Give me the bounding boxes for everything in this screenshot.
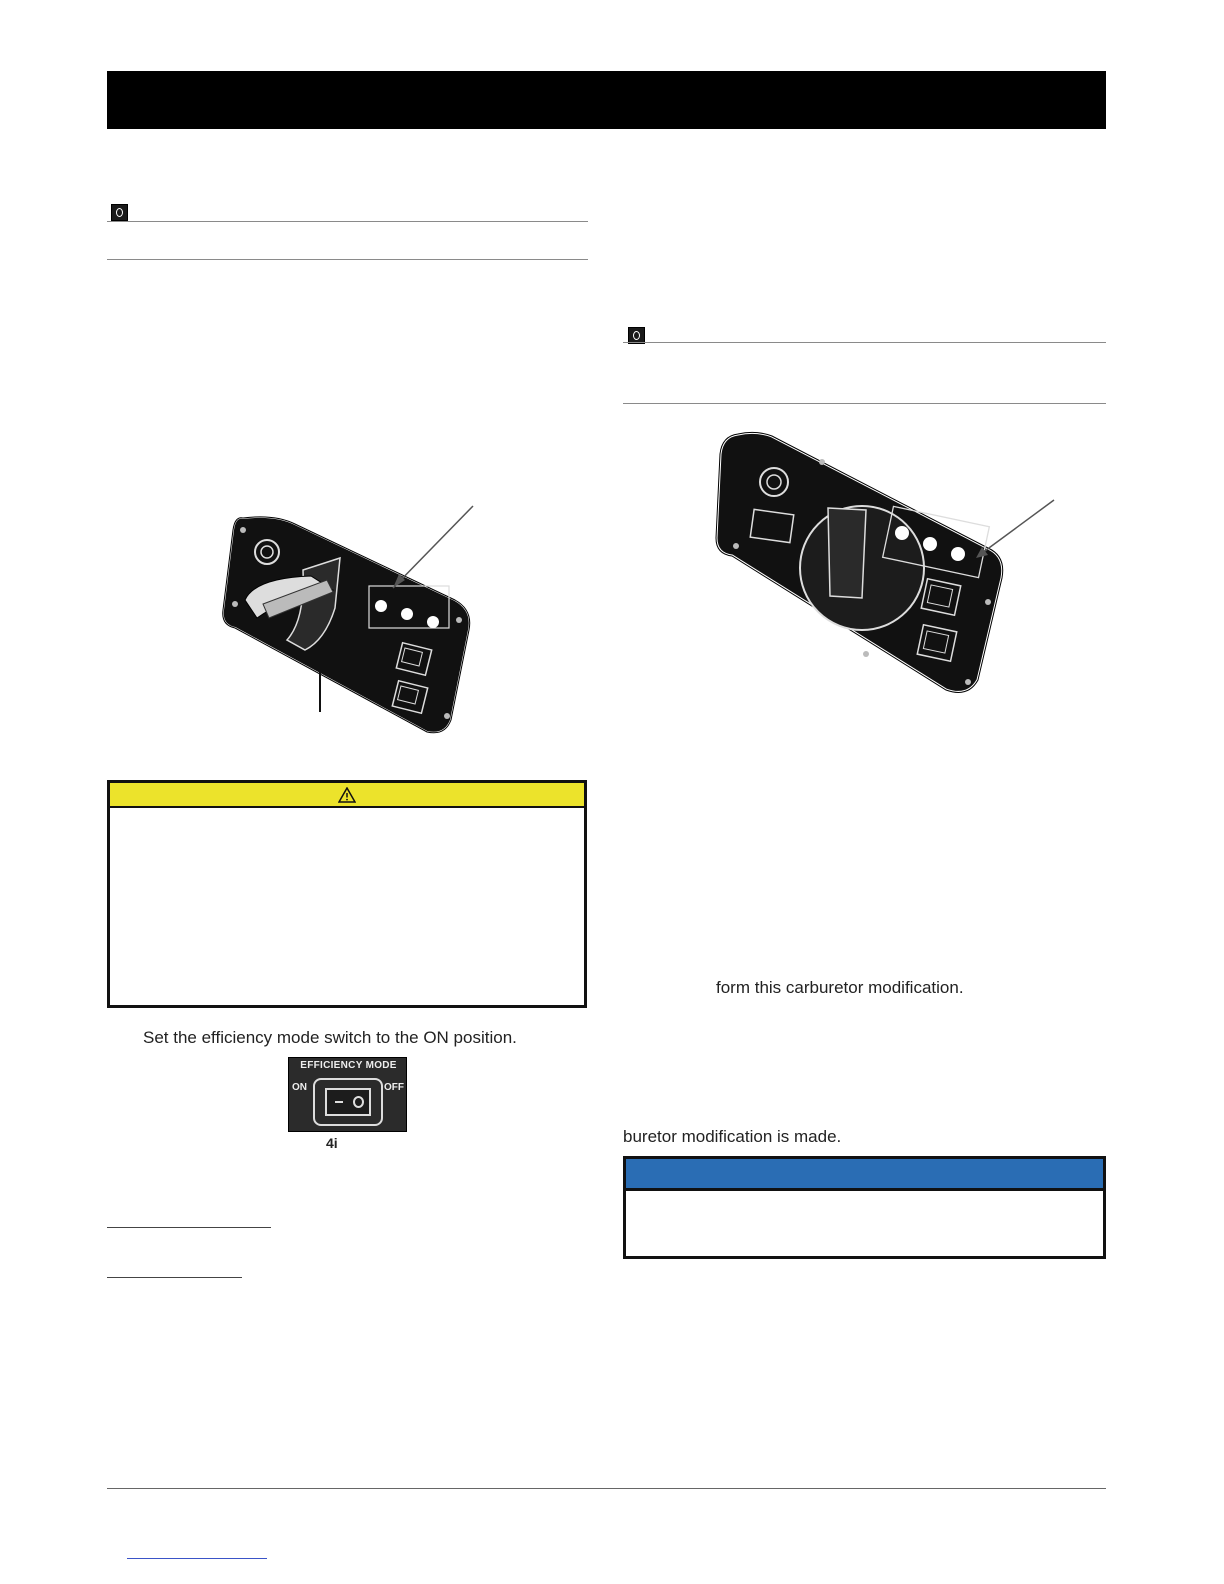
control-panel-illustration: [215, 500, 475, 740]
reference-underline-2: [107, 1277, 242, 1278]
note-top-rule: [623, 342, 1106, 343]
warning-box: [107, 780, 587, 1008]
note-bottom-rule: [623, 403, 1106, 404]
efficiency-switch-caption: 4i: [326, 1135, 338, 1151]
efficiency-off-label: OFF: [384, 1082, 404, 1093]
footer-rule: [107, 1488, 1106, 1489]
note-top-rule: [107, 221, 588, 222]
note-bottom-rule: [107, 259, 588, 260]
page-header-bar: [107, 71, 1106, 129]
notice-box: [623, 1156, 1106, 1259]
step-efficiency-text: Set the efficiency mode switch to the ON position.: [143, 1028, 517, 1047]
switch-rocker: [325, 1088, 371, 1116]
warning-triangle-icon: [338, 787, 356, 803]
reference-underline-1: [107, 1227, 271, 1228]
efficiency-mode-switch-image: [288, 1057, 407, 1132]
efficiency-mode-title: EFFICIENCY MODE: [300, 1060, 397, 1071]
control-panel-illustration-front: [712, 428, 1062, 698]
text-fragment-carburetor: form this carburetor modification.: [716, 978, 964, 997]
info-icon: [111, 204, 128, 221]
efficiency-on-label: ON: [292, 1082, 307, 1093]
footer-link-underline[interactable]: [127, 1558, 267, 1559]
warning-header: [110, 783, 584, 808]
text-fragment-buretor: buretor modification is made.: [623, 1127, 842, 1146]
notice-header: [626, 1159, 1103, 1191]
switch-frame: [313, 1078, 383, 1126]
